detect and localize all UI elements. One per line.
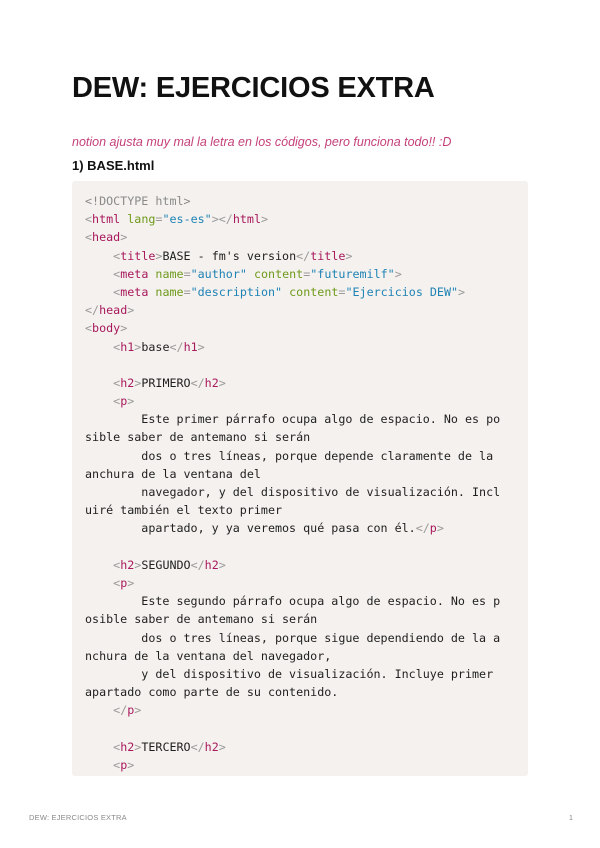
code-token-text: anchura de la ventana del <box>85 466 261 481</box>
code-token-tag: p <box>120 575 128 590</box>
code-token-text <box>247 267 254 281</box>
code-line <box>85 356 516 374</box>
code-token-punct: > <box>345 248 353 263</box>
code-token-text: Este primer párrafo ocupa algo de espacio. No es po <box>85 412 501 427</box>
code-token-attr: lang <box>127 212 156 227</box>
code-token-punct: < <box>113 575 121 590</box>
code-token-punct: </ <box>190 557 205 572</box>
code-token-punct: > <box>127 757 135 772</box>
code-line <box>85 629 516 647</box>
code-block[interactable] <box>72 181 528 776</box>
code-line <box>85 701 516 719</box>
code-token-text: uiré también el texto primer <box>85 503 283 518</box>
code-token-tag: p <box>429 521 437 536</box>
code-token-text: apartado, y ya veremos qué pasa con él. <box>85 521 416 536</box>
code-line <box>85 374 516 392</box>
page-title: DEW: EJERCICIOS EXTRA <box>72 72 435 104</box>
code-line <box>85 610 516 628</box>
code-token-str: "author" <box>190 266 247 281</box>
code-token-tag: meta <box>120 284 149 299</box>
code-token-tag: h2 <box>204 739 219 754</box>
code-line <box>85 683 516 701</box>
code-token-punct: </ <box>190 375 205 390</box>
code-token-punct: < <box>85 230 93 245</box>
code-token-text <box>85 703 113 717</box>
code-token-punct: > <box>127 575 135 590</box>
code-token-punct: > <box>155 248 163 263</box>
code-token-punct: < <box>113 375 121 390</box>
code-token-doctype: <!DOCTYPE html> <box>85 194 191 208</box>
code-line <box>85 538 516 556</box>
code-token-tag: meta <box>120 266 149 281</box>
code-token-punct: > <box>134 375 142 390</box>
code-token-punct: < <box>113 739 121 754</box>
code-token-text: nchura de la ventana del navegador, <box>85 648 332 663</box>
code-token-punct: > <box>436 521 444 536</box>
code-token-text <box>85 340 113 354</box>
code-token-str: "futuremilf" <box>310 266 395 281</box>
code-line <box>85 592 516 610</box>
code-token-text: base <box>141 339 170 354</box>
code-token-tag: html <box>232 212 261 227</box>
code-token-punct: </ <box>169 339 184 354</box>
code-token-punct: </ <box>85 303 100 318</box>
code-token-punct: = <box>183 284 191 299</box>
code-token-attr: name <box>155 284 184 299</box>
code-token-punct: </ <box>296 248 311 263</box>
code-line <box>85 247 516 265</box>
code-token-tag: html <box>92 212 121 227</box>
code-token-punct: < <box>113 394 121 409</box>
code-token-punct: > <box>394 266 402 281</box>
code-token-tag: h1 <box>120 339 135 354</box>
code-token-text: SEGUNDO <box>141 557 191 572</box>
code-line <box>85 210 516 228</box>
code-line <box>85 574 516 592</box>
code-line <box>85 465 516 483</box>
code-token-text: apartado como parte de su contenido. <box>85 685 339 700</box>
code-token-tag: title <box>310 248 346 263</box>
code-token-tag: p <box>120 757 128 772</box>
code-token-tag: h2 <box>120 375 135 390</box>
code-token-punct: < <box>113 339 121 354</box>
code-token-text <box>85 267 113 281</box>
code-token-tag: h2 <box>204 375 219 390</box>
code-token-punct: = <box>338 284 346 299</box>
code-line <box>85 428 516 446</box>
code-token-str: "description" <box>190 284 283 299</box>
code-token-tag: h1 <box>183 339 198 354</box>
code-token-punct: < <box>113 757 121 772</box>
code-token-tag: p <box>120 394 128 409</box>
code-token-punct: > <box>134 339 142 354</box>
code-token-punct: < <box>113 557 121 572</box>
code-line <box>85 410 516 428</box>
code-token-punct: > <box>120 321 128 336</box>
code-line <box>85 519 516 537</box>
code-token-punct: > <box>120 230 128 245</box>
code-token-punct: < <box>113 284 121 299</box>
code-line <box>85 228 516 246</box>
code-token-punct: < <box>113 248 121 263</box>
code-token-punct: </ <box>415 521 430 536</box>
code-token-punct: > <box>458 284 466 299</box>
code-token-punct: < <box>85 212 93 227</box>
section-heading: 1) BASE.html <box>72 158 155 173</box>
code-token-text <box>85 758 113 772</box>
code-token-punct: </ <box>190 739 205 754</box>
code-token-tag: head <box>92 230 121 245</box>
code-token-punct: > <box>134 739 142 754</box>
code-line <box>85 719 516 737</box>
code-token-tag: h2 <box>204 557 219 572</box>
code-token-text: BASE - fm's version <box>162 248 297 263</box>
code-token-punct: > <box>134 703 142 718</box>
code-token-punct: > <box>134 557 142 572</box>
code-token-text <box>85 558 113 572</box>
code-line <box>85 319 516 337</box>
code-line <box>85 665 516 683</box>
code-token-text: PRIMERO <box>141 375 191 390</box>
footer-title: DEW: EJERCICIOS EXTRA <box>29 813 127 822</box>
code-token-tag: title <box>120 248 156 263</box>
code-line <box>85 283 516 301</box>
code-token-punct: > <box>127 394 135 409</box>
code-line <box>85 756 516 774</box>
code-token-attr: content <box>253 266 304 281</box>
code-token-text: navegador, y del dispositivo de visualización. Incl <box>85 485 501 499</box>
code-token-punct: > <box>197 339 205 354</box>
code-token-text: y del dispositivo de visualización. Incluye primer <box>85 666 494 681</box>
code-token-punct: = <box>183 266 191 281</box>
code-token-text: dos o tres líneas, porque sigue dependiendo de la a <box>85 630 501 645</box>
code-token-tag: h2 <box>120 739 135 754</box>
code-token-tag: body <box>92 321 121 336</box>
code-line <box>85 338 516 356</box>
code-token-tag: head <box>99 303 128 318</box>
code-token-punct: = <box>303 266 311 281</box>
code-token-text: TERCERO <box>141 739 191 754</box>
code-line <box>85 738 516 756</box>
code-token-text <box>85 576 113 590</box>
code-token-punct: > <box>218 375 226 390</box>
code-line <box>85 301 516 319</box>
code-token-attr: name <box>155 266 184 281</box>
code-token-punct: > <box>127 303 135 318</box>
code-token-str: "es-es" <box>162 212 212 227</box>
code-token-punct: < <box>85 321 93 336</box>
author-note: notion ajusta muy mal la letra en los códigos, pero funciona todo!! :D <box>72 135 452 149</box>
code-token-text <box>85 740 113 754</box>
code-token-punct: > <box>218 557 226 572</box>
code-token-tag: p <box>127 703 135 718</box>
code-token-text <box>85 394 113 408</box>
code-token-text <box>85 249 113 263</box>
code-token-text: Este segundo párrafo ocupa algo de espacio. No es p <box>85 594 501 609</box>
code-token-text: dos o tres líneas, porque depende claramente de la <box>85 448 494 463</box>
code-line <box>85 501 516 519</box>
code-token-text: sible saber de antemano si serán <box>85 430 311 445</box>
code-line <box>85 265 516 283</box>
code-line <box>85 556 516 574</box>
code-token-text: osible saber de antemano si serán <box>85 612 318 627</box>
code-token-tag: h2 <box>120 557 135 572</box>
code-token-punct: ></ <box>211 212 233 227</box>
code-token-punct: = <box>155 212 163 227</box>
code-line <box>85 192 516 210</box>
code-token-punct: > <box>261 212 269 227</box>
code-line <box>85 392 516 410</box>
code-token-punct: < <box>113 266 121 281</box>
code-token-punct: > <box>218 739 226 754</box>
code-line <box>85 483 516 501</box>
code-line <box>85 447 516 465</box>
code-token-attr: content <box>289 284 339 299</box>
code-line <box>85 647 516 665</box>
code-token-punct: </ <box>113 703 128 718</box>
code-token-text <box>85 285 113 299</box>
code-token-text <box>85 376 113 390</box>
code-token-str: "Ejercicios DEW" <box>345 284 459 299</box>
page-number: 1 <box>568 813 573 822</box>
